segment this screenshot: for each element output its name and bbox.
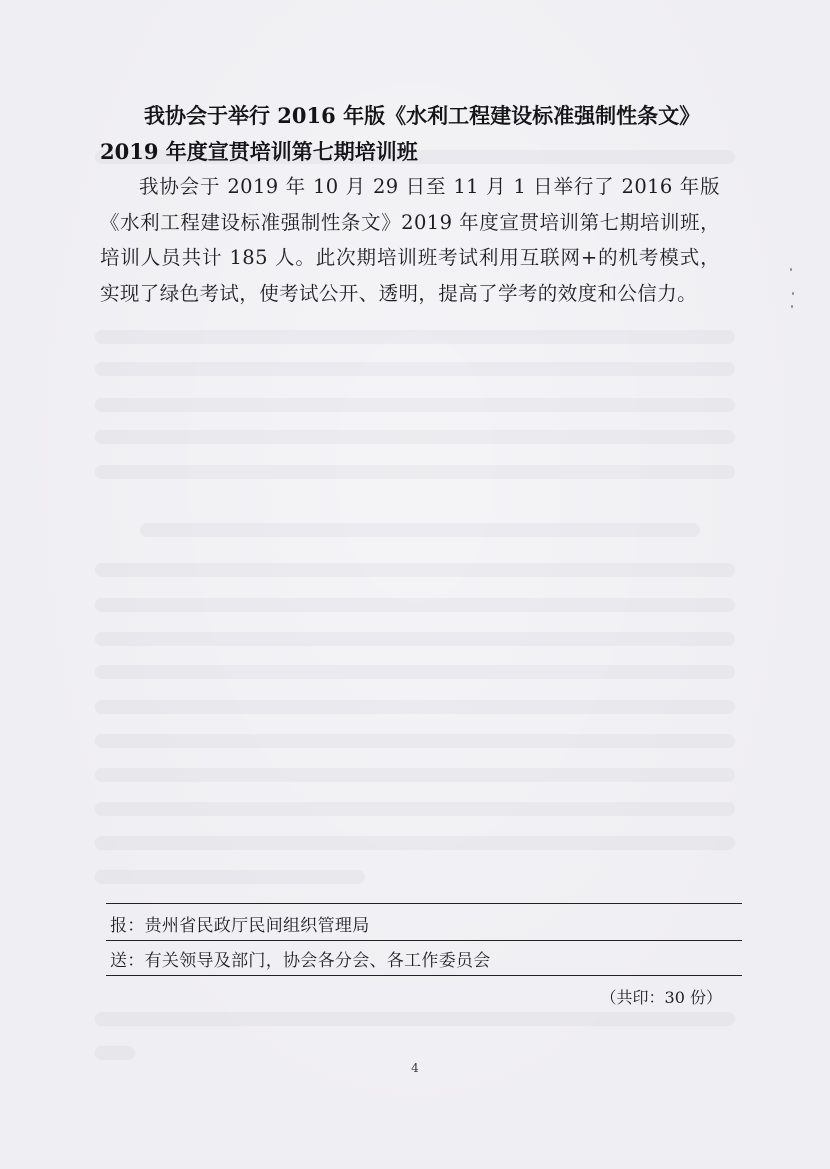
- bleed-through-shadow: [95, 632, 735, 646]
- scan-speck: [790, 268, 792, 271]
- bleed-through-shadow: [95, 870, 365, 884]
- document-title: [100, 98, 740, 170]
- bleed-through-shadow: [95, 665, 735, 679]
- bleed-through-shadow: [95, 1012, 735, 1026]
- body-paragraph: 我协会于 2019 年 10 月 29 日至 11 月 1 日举行了 2016 年版《水利工程建设标准强制性条文》2019 年度宣贯培训第七期培训班，培训人员共计 185 人。此次期培训班考试利用互联网+的机考模式，实现了绿色考试，使考试公开、透明，提高了学考的效度和公信力。: [100, 175, 720, 305]
- bleed-through-shadow: [95, 465, 735, 479]
- bleed-through-shadow: [95, 768, 735, 782]
- bleed-through-shadow: [95, 430, 735, 444]
- bleed-through-shadow: [95, 330, 735, 344]
- bottom-divider: [106, 975, 742, 976]
- middle-divider: [106, 940, 742, 941]
- scan-speck: [791, 305, 793, 308]
- page-number: 4: [411, 1061, 419, 1075]
- bleed-through-shadow: [95, 362, 735, 376]
- bleed-through-shadow: [95, 1046, 135, 1060]
- scan-speck: [792, 292, 794, 295]
- bleed-through-shadow: [95, 734, 735, 748]
- bleed-through-shadow: [95, 598, 735, 612]
- report-to-line: 报：贵州省民政厅民间组织管理局: [110, 916, 370, 936]
- bleed-through-shadow: [95, 563, 735, 577]
- bleed-through-shadow: [95, 802, 735, 816]
- top-divider: [106, 903, 742, 904]
- title-line-1: 我协会于举行 2016 年版《水利工程建设标准强制性条文》: [144, 103, 701, 128]
- bleed-through-shadow: [95, 398, 735, 412]
- bleed-through-shadow: [95, 836, 735, 850]
- print-count: （共印：30 份）: [600, 988, 722, 1007]
- send-to-line: 送：有关领导及部门，协会各分会、各工作委员会: [110, 951, 491, 971]
- bleed-through-shadow: [95, 700, 735, 714]
- title-line-2: 2019 年度宣贯培训第七期培训班: [100, 139, 418, 164]
- bleed-through-shadow: [140, 523, 700, 537]
